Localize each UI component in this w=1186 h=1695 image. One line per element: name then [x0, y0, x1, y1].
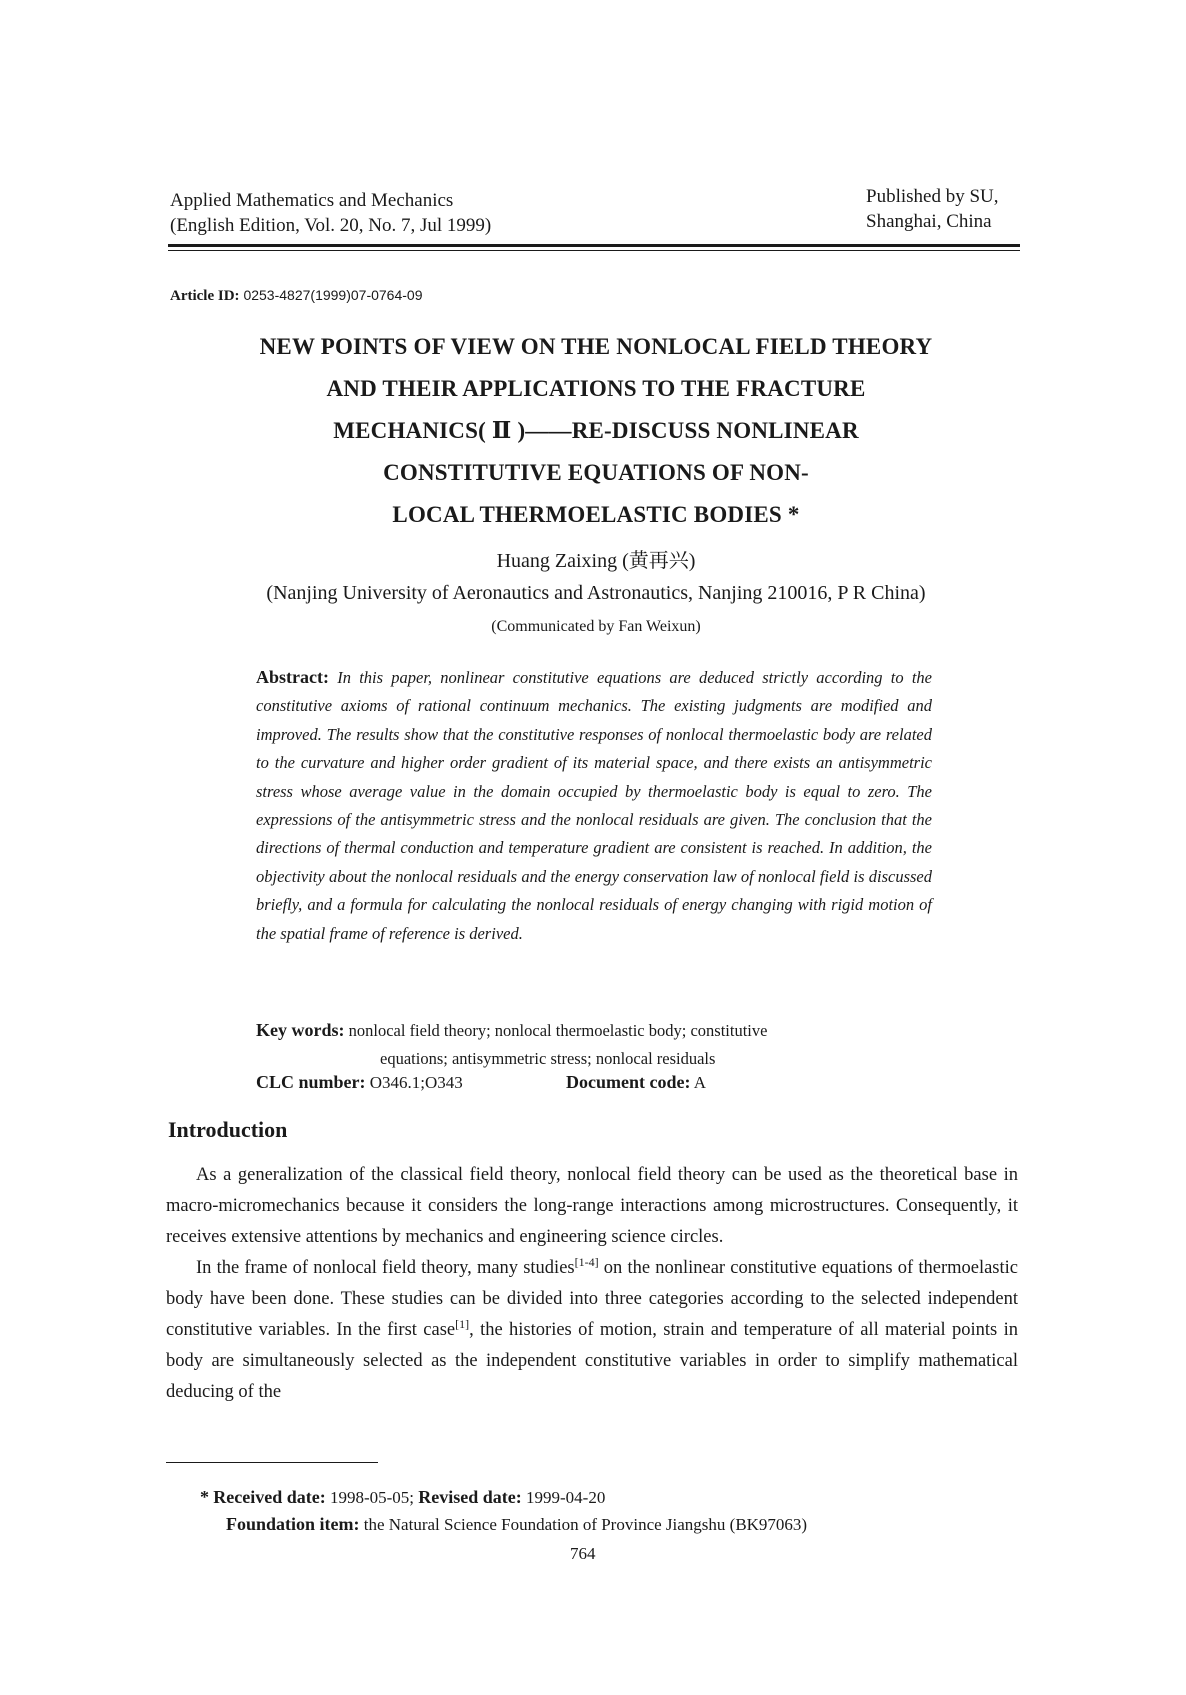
foundation-value: the Natural Science Foundation of Province Jiangshu (BK97063): [363, 1515, 808, 1534]
clc-value: O346.1;O343: [369, 1073, 463, 1092]
title-line: NEW POINTS OF VIEW ON THE NONLOCAL FIELD THEORY: [259, 334, 933, 359]
journal-header: [170, 188, 491, 238]
abstract-text: In this paper, nonlinear constitutive equations are deduced strictly according to the constitutive axioms of rational continuum mechanics. The existing judgments are modified and improved. The results show that the constitutive responses of nonlocal thermoelastic body are related to the curvature and higher order gradient of its material space, and there exists an antisymmetric stress whose average value in the domain occupied by thermoelastic body is equal to zero. The expressions of the antisymmetric stress and the nonlocal residuals are given. The conclusion that the directions of thermal conduction and temperature gradient are consistent is reached. In addition, the objectivity about the nonlocal residuals and the energy conservation law of nonlocal field is discussed briefly, and a formula for calculating the nonlocal residuals of energy changing with rigid motion of the spatial frame of reference is derived.: [256, 668, 932, 943]
footnote-rule: [166, 1462, 378, 1463]
communicated-by: (Communicated by Fan Weixun): [491, 618, 701, 635]
body-text: [166, 1160, 1018, 1408]
article-id-value: 0253-4827(1999)07-0764-09: [243, 287, 423, 303]
received-value: 1998-05-05;: [329, 1488, 415, 1507]
footnote-marker: *: [200, 1487, 209, 1507]
abstract-label: Abstract:: [256, 667, 329, 687]
keywords-text: nonlocal field theory; nonlocal thermoelastic body; constitutive: [348, 1021, 768, 1040]
paragraph: As a generalization of the classical field theory, nonlocal field theory can be used as the theoretical base in macro-micromechanics because it considers the long-range interactions among microstructures. Consequently, it receives extensive attentions by mechanics and engineering science circles.: [166, 1165, 1018, 1247]
title-line: AND THEIR APPLICATIONS TO THE FRACTURE: [326, 376, 866, 401]
paragraph-text: , the histories of motion, strain and temperature of all material points in body are simultaneously selected as the independent constitutive variables in order to simplify mathematical deducing of the: [166, 1320, 1018, 1402]
author: Huang Zaixing (黄再兴): [496, 550, 696, 572]
doc-code-label: Document code:: [566, 1072, 691, 1092]
doc-code-value: A: [693, 1073, 707, 1092]
header-rule-thick: [168, 244, 1020, 247]
keywords: [256, 1016, 932, 1073]
citation: [1]: [455, 1316, 470, 1331]
publisher-name: Published by SU,: [866, 186, 999, 207]
title-line: CONSTITUTIVE EQUATIONS OF NON-: [383, 460, 809, 485]
keywords-label: Key words:: [256, 1020, 345, 1040]
page-number: 764: [570, 1544, 596, 1563]
header-rule-thin: [168, 250, 1020, 251]
clc-label: CLC number:: [256, 1072, 366, 1092]
paragraph: [166, 1253, 1018, 1408]
paper-title: [170, 326, 1022, 536]
revised-value: 1999-04-20: [526, 1488, 606, 1507]
affiliation: (Nanjing University of Aeronautics and Astronautics, Nanjing 210016, P R China): [266, 582, 926, 604]
received-label: Received date:: [213, 1487, 326, 1507]
journal-issue: (English Edition, Vol. 20, No. 7, Jul 1999): [170, 215, 492, 236]
paragraph-text: on the nonlinear constitutive equations of thermoelastic body have been done. These studies can be divided into three categories according to the selected independent constitutive variables. In the first case: [166, 1258, 1018, 1340]
citation: [1-4]: [574, 1254, 599, 1269]
footnote: [200, 1484, 807, 1538]
publisher-header: [866, 184, 999, 234]
title-line: LOCAL THERMOELASTIC BODIES *: [392, 502, 800, 527]
title-line: MECHANICS( Ⅱ )——RE-DISCUSS NONLINEAR: [333, 418, 859, 443]
publisher-location: Shanghai, China: [866, 211, 992, 232]
section-heading: Introduction: [168, 1117, 288, 1142]
article-id: [170, 287, 423, 305]
clc-number: [256, 1072, 463, 1093]
paragraph-text: In the frame of nonlocal field theory, many studies: [196, 1258, 575, 1278]
keywords-text-continued: equations; antisymmetric stress; nonlocal residuals: [380, 1049, 716, 1068]
abstract: [256, 663, 932, 948]
journal-name: Applied Mathematics and Mechanics: [170, 190, 454, 211]
revised-label: Revised date:: [418, 1487, 522, 1507]
article-id-label: Article ID:: [170, 288, 240, 304]
document-code: [566, 1072, 706, 1093]
foundation-label: Foundation item:: [226, 1514, 360, 1534]
